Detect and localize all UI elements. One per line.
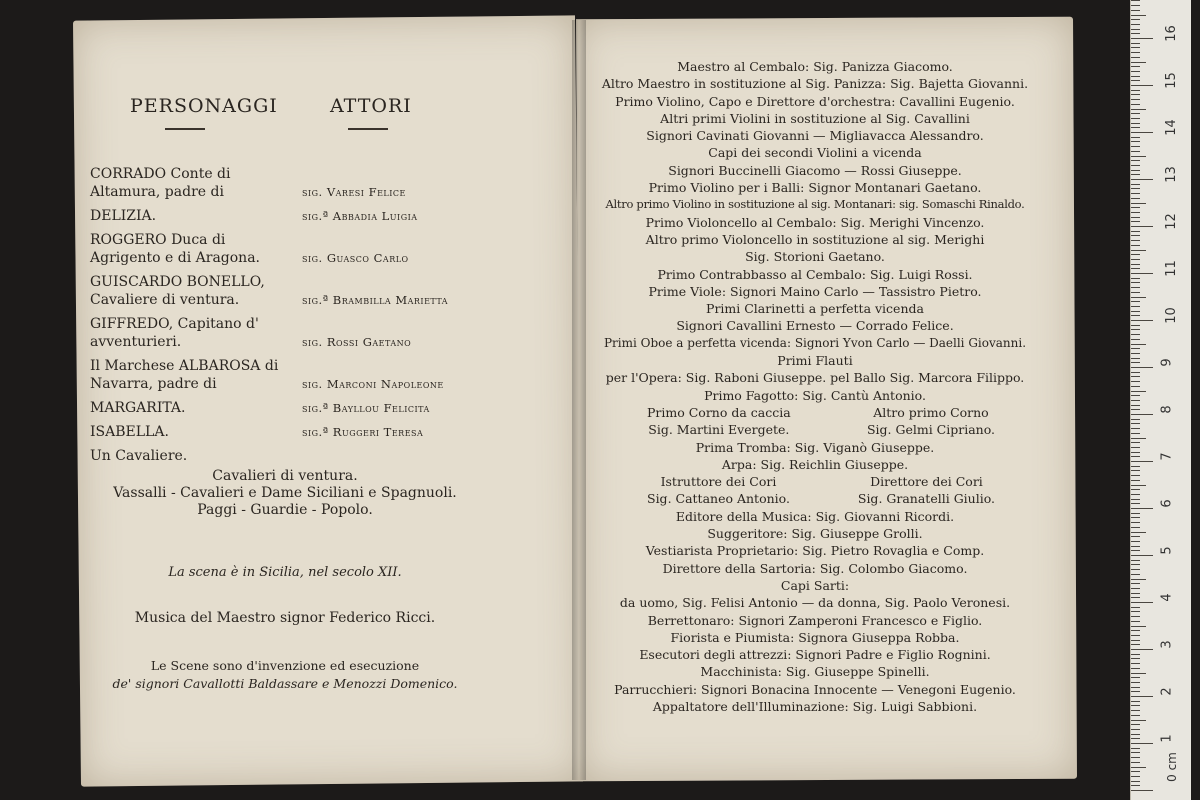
ruler-tick (1131, 677, 1140, 678)
ruler-tick (1131, 790, 1153, 791)
ruler-number: 2 (1159, 687, 1175, 696)
ruler-tick (1131, 691, 1140, 692)
ruler-tick (1131, 165, 1140, 166)
ruler-tick (1131, 433, 1140, 434)
cast-row (90, 165, 480, 201)
ruler-tick (1131, 325, 1140, 326)
ruler-tick (1131, 640, 1140, 641)
crew-line: Parrucchieri: Signori Bonacina Innocente — Venegoni Eugenio. (614, 681, 1016, 697)
ruler-tick (1131, 517, 1140, 518)
ruler-tick (1131, 19, 1140, 20)
crew-line: Prime Viole: Signori Maino Carlo — Tassistro Pietro. (648, 283, 982, 299)
crew-line: da uomo, Sig. Felisi Antonio — da donna, Sig. Paolo Veronesi. (619, 595, 1011, 611)
ruler-tick (1131, 480, 1140, 481)
scenery-credit (95, 657, 475, 693)
ruler-tick (1131, 329, 1140, 330)
ruler-tick (1131, 245, 1140, 246)
role-name: Il Marchese ALBAROSA di Navarra, padre di (90, 358, 279, 392)
ruler-tick (1131, 278, 1140, 279)
ruler-tick (1131, 372, 1140, 373)
ruler-tick (1131, 541, 1140, 542)
cori-person: Sig. Cattaneo Antonio. (647, 491, 790, 507)
ruler-tick (1131, 687, 1140, 688)
actor-name: sig.ª Ruggeri Teresa (302, 425, 424, 439)
crew-line: Berrettonaro: Signori Zamperoni Francesco e Figlio. (647, 612, 983, 628)
ruler-tick (1131, 423, 1140, 424)
ruler-tick (1131, 264, 1140, 265)
crew-line: Signori Cavallini Ernesto — Corrado Felice. (676, 318, 954, 334)
cast-row (90, 399, 480, 417)
crew-line: Macchinista: Sig. Giuseppe Spinelli. (700, 664, 930, 680)
crew-line: Vestiarista Proprietario: Sig. Pietro Rovaglia e Comp. (645, 543, 985, 559)
cast-row (90, 207, 480, 225)
crew-line: per l'Opera: Sig. Raboni Giuseppe. pel Ballo Sig. Marcora Filippo. (605, 370, 1025, 386)
cast-row (90, 231, 480, 267)
ruler-tick (1131, 5, 1140, 6)
ruler-number: 6 (1159, 499, 1175, 508)
crew-line: Primo Violino per i Balli: Signor Montanari Gaetano. (648, 180, 982, 196)
ruler-tick (1131, 71, 1140, 72)
ruler-tick (1131, 250, 1146, 251)
ruler-tick (1131, 546, 1140, 547)
ruler-tick (1131, 447, 1140, 448)
ruler-tick (1131, 649, 1153, 650)
heading-rule (348, 128, 388, 130)
ruler-tick (1131, 391, 1146, 392)
actor-name: sig.ª Brambilla Marietta (302, 293, 449, 307)
ruler-tick (1131, 705, 1140, 706)
ruler-number: 12 (1163, 213, 1179, 230)
ruler-tick (1131, 762, 1140, 763)
ruler-tick (1131, 696, 1153, 697)
chorus-line: Paggi - Guardie - Popolo. (197, 502, 373, 518)
ruler-tick (1131, 231, 1140, 232)
ruler-tick (1131, 297, 1146, 298)
cast-row (90, 423, 480, 441)
crew-line: Suggeritore: Sig. Giuseppe Grolli. (707, 526, 923, 542)
ruler-tick (1131, 188, 1140, 189)
ruler-unit: 0 cm (1164, 752, 1179, 782)
crew-line: Direttore della Sartoria: Sig. Colombo Giacomo. (662, 560, 968, 576)
ruler-tick (1131, 386, 1140, 387)
crew-line: Altro Maestro in sostituzione al Sig. Panizza: Sig. Bajetta Giovanni. (601, 76, 1029, 92)
ruler-tick (1131, 170, 1140, 171)
actor-name: sig.ª Abbadia Luigia (302, 209, 418, 223)
ruler-tick (1131, 442, 1140, 443)
ruler-tick (1131, 767, 1146, 768)
horn-title: Primo Corno da caccia (647, 404, 791, 420)
ruler-tick (1131, 217, 1140, 218)
ruler-tick (1131, 193, 1140, 194)
crew-line: Altro primo Violoncello in sostituzione al sig. Merighi (645, 231, 985, 247)
crew-line: Primi Flauti (777, 353, 853, 369)
ruler-number: 10 (1163, 307, 1179, 324)
heading-attori: ATTORI (330, 95, 412, 117)
ruler-tick (1131, 57, 1140, 58)
ruler-tick (1131, 475, 1140, 476)
ruler-tick (1131, 757, 1140, 758)
ruler-tick (1131, 334, 1140, 335)
crew-line: Primo Violoncello al Cembalo: Sig. Merighi Vincenzo. (645, 214, 985, 230)
crew-line: Editore della Musica: Sig. Giovanni Ricordi. (675, 508, 955, 524)
ruler-tick (1131, 160, 1140, 161)
ruler-tick (1131, 701, 1140, 702)
ruler-tick (1131, 579, 1146, 580)
ruler-tick (1131, 141, 1140, 142)
actor-name: sig. Marconi Napoleone (302, 377, 444, 391)
ruler-tick (1131, 376, 1140, 377)
ruler-tick (1131, 583, 1140, 584)
ruler-tick (1131, 574, 1140, 575)
ruler-tick (1131, 221, 1140, 222)
ruler-tick (1131, 602, 1153, 603)
ruler-tick (1131, 593, 1140, 594)
ruler-tick (1131, 564, 1140, 565)
ruler-tick (1131, 532, 1146, 533)
book-gutter (572, 20, 586, 780)
ruler-tick (1131, 588, 1140, 589)
ruler-tick (1131, 179, 1153, 180)
ruler-tick (1131, 80, 1140, 81)
ruler-tick (1131, 104, 1140, 105)
ruler-number: 16 (1163, 25, 1179, 42)
ruler-tick (1131, 734, 1140, 735)
ruler-tick (1131, 781, 1140, 782)
ruler-tick (1131, 438, 1146, 439)
role-name: CORRADO Conte di Altamura, padre di (90, 166, 231, 200)
ruler-tick (1131, 344, 1146, 345)
ruler-tick (1131, 555, 1153, 556)
ruler-tick (1131, 513, 1140, 514)
ruler-tick (1131, 527, 1140, 528)
ruler-tick (1131, 499, 1140, 500)
horn-player: Sig. Gelmi Cipriano. (866, 422, 995, 438)
ruler-tick (1131, 409, 1140, 410)
ruler-tick (1131, 358, 1140, 359)
ruler-tick (1131, 362, 1140, 363)
ruler-tick (1131, 113, 1140, 114)
ruler-tick (1131, 47, 1140, 48)
crew-line: Capi Sarti: (780, 577, 850, 593)
ruler-tick (1131, 470, 1140, 471)
heading-rule (165, 128, 205, 130)
cast-row (90, 357, 480, 393)
crew-line: Altro primo Violino in sostituzione al sig. Montanari: sig. Somaschi Rinaldo. (605, 197, 1025, 212)
ruler-tick (1131, 306, 1140, 307)
ruler-tick (1131, 550, 1140, 551)
ruler-tick (1131, 212, 1140, 213)
crew-line: Appaltatore dell'Illuminazione: Sig. Luigi Sabbioni. (652, 698, 978, 714)
ruler-tick (1131, 85, 1153, 86)
ruler-tick (1131, 597, 1140, 598)
ruler-tick (1131, 29, 1140, 30)
ruler-tick (1131, 287, 1140, 288)
crew-line: Signori Cavinati Giovanni — Migliavacca Alessandro. (646, 128, 984, 144)
ruler-number: 5 (1159, 546, 1175, 555)
cori-pair (595, 473, 1035, 508)
crew-line: Fiorista e Piumista: Signora Giuseppa Robba. (670, 629, 960, 645)
cast-row (90, 315, 480, 351)
scenery-line: Le Scene sono d'invenzione ed esecuzione (150, 658, 420, 673)
ruler-number: 3 (1159, 640, 1175, 649)
ruler-tick (1131, 339, 1140, 340)
ruler-tick (1131, 109, 1146, 110)
ruler-tick (1131, 569, 1140, 570)
ruler-tick (1131, 240, 1140, 241)
role-name: ISABELLA. (90, 424, 169, 440)
ruler-tick (1131, 729, 1140, 730)
ruler-tick (1131, 452, 1140, 453)
ruler-tick (1131, 207, 1140, 208)
ruler-tick (1131, 673, 1146, 674)
ruler-tick (1131, 43, 1140, 44)
ruler-tick (1131, 682, 1140, 683)
horn-title: Altro primo Corno (873, 404, 989, 420)
ruler-tick (1131, 118, 1140, 119)
ruler-tick (1131, 621, 1140, 622)
ruler-tick (1131, 776, 1140, 777)
ruler-tick (1131, 311, 1140, 312)
ruler-tick (1131, 738, 1140, 739)
ruler-tick (1131, 353, 1140, 354)
ruler-tick (1131, 367, 1153, 368)
ruler-tick (1131, 494, 1140, 495)
ruler-tick (1131, 315, 1140, 316)
role-name: Un Cavaliere. (90, 448, 188, 464)
role-name: ROGGERO Duca di Agrigento e di Aragona. (90, 232, 260, 266)
ruler-tick (1131, 99, 1140, 100)
ruler-tick (1131, 752, 1140, 753)
ruler-tick (1131, 400, 1140, 401)
cori-left (647, 473, 790, 508)
crew-line: Primi Clarinetti a perfetta vicenda (706, 301, 924, 317)
ruler-tick (1131, 748, 1140, 749)
ruler-tick (1131, 146, 1140, 147)
cori-title: Direttore dei Cori (870, 474, 983, 490)
ruler-tick (1131, 522, 1140, 523)
ruler-tick (1131, 456, 1140, 457)
ruler-tick (1131, 626, 1146, 627)
cast-row (90, 447, 480, 465)
crew-line: Prima Tromba: Sig. Viganò Giuseppe. (695, 439, 935, 455)
ruler-tick (1131, 720, 1146, 721)
cori-title: Istruttore dei Cori (660, 474, 777, 490)
chorus-list (95, 468, 475, 519)
ruler-tick (1131, 785, 1140, 786)
crew-line: Primi Oboe a perfetta vicenda: Signori Yvon Carlo — Daelli Giovanni. (603, 335, 1027, 350)
ruler-tick (1131, 94, 1140, 95)
ruler-tick (1131, 174, 1140, 175)
ruler-tick (1131, 635, 1140, 636)
role-name: GUISCARDO BONELLO, Cavaliere di ventura. (90, 274, 265, 308)
ruler-tick (1131, 151, 1140, 152)
ruler-tick (1131, 198, 1140, 199)
ruler-tick (1131, 428, 1140, 429)
ruler-tick (1131, 489, 1140, 490)
heading-personaggi: PERSONAGGI (130, 95, 278, 117)
ruler-tick (1131, 15, 1146, 16)
ruler-tick (1131, 52, 1140, 53)
ruler-tick (1131, 771, 1140, 772)
horn-pair (595, 404, 1035, 439)
ruler-tick (1131, 203, 1146, 204)
ruler-tick (1131, 132, 1153, 133)
ruler-tick (1131, 292, 1140, 293)
ruler-number: 4 (1159, 593, 1175, 602)
ruler-tick (1131, 33, 1140, 34)
actor-name: sig. Guasco Carlo (302, 251, 409, 265)
ruler-tick (1131, 259, 1140, 260)
horn-left (647, 404, 791, 439)
ruler-number: 13 (1163, 166, 1179, 183)
ruler-tick (1131, 630, 1140, 631)
ruler-tick (1131, 414, 1153, 415)
ruler-tick (1131, 184, 1140, 185)
ruler-tick (1131, 90, 1140, 91)
horn-right (867, 404, 995, 439)
chorus-line: Vassalli - Cavalieri e Dame Siciliani e Spagnuoli. (113, 485, 457, 501)
crew-line: Signori Buccinelli Giacomo — Rossi Giuseppe. (668, 162, 962, 178)
ruler-tick (1131, 536, 1140, 537)
ruler-tick (1131, 66, 1140, 67)
ruler-number: 14 (1163, 119, 1179, 136)
cast-row (90, 273, 480, 309)
ruler-tick (1131, 724, 1140, 725)
measurement-ruler (1130, 0, 1191, 800)
ruler-tick (1131, 24, 1140, 25)
crew-list (595, 58, 1035, 715)
ruler-tick (1131, 668, 1140, 669)
crew-line: Maestro al Cembalo: Sig. Panizza Giacomo. (677, 59, 953, 74)
ruler-tick (1131, 301, 1140, 302)
ruler-tick (1131, 268, 1140, 269)
ruler-tick (1131, 273, 1153, 274)
ruler-tick (1131, 644, 1140, 645)
ruler-tick (1131, 282, 1140, 283)
ruler-tick (1131, 607, 1140, 608)
ruler-number: 15 (1163, 72, 1179, 89)
ruler-tick (1131, 616, 1140, 617)
ruler-tick (1131, 461, 1153, 462)
crew-line: Sig. Storioni Gaetano. (745, 249, 885, 265)
ruler-tick (1131, 485, 1146, 486)
ruler-number: 11 (1163, 260, 1179, 277)
actor-name: sig. Varesi Felice (302, 185, 406, 199)
ruler-number: 1 (1159, 734, 1175, 743)
cast-list (90, 165, 480, 471)
ruler-tick (1131, 419, 1140, 420)
ruler-number: 7 (1159, 452, 1175, 461)
ruler-tick (1131, 663, 1140, 664)
scene-note: La scena è in Sicilia, nel secolo XII. (168, 565, 402, 580)
role-name: MARGARITA. (90, 400, 186, 416)
ruler-tick (1131, 62, 1146, 63)
ruler-number: 9 (1159, 358, 1175, 367)
ruler-tick (1131, 654, 1140, 655)
ruler-tick (1131, 560, 1140, 561)
role-name: GIFFREDO, Capitano d' avventurieri. (90, 316, 259, 350)
cori-person: Sig. Granatelli Giulio. (857, 491, 995, 507)
ruler-tick (1131, 611, 1140, 612)
ruler-tick (1131, 38, 1153, 39)
cori-right (858, 473, 995, 508)
ruler-tick (1131, 743, 1153, 744)
ruler-tick (1131, 123, 1140, 124)
actor-name: sig.ª Bayllou Felicita (302, 401, 430, 415)
ruler-tick (1131, 503, 1140, 504)
ruler-tick (1131, 235, 1140, 236)
crew-line: Primo Contrabbasso al Cembalo: Sig. Luigi Rossi. (657, 266, 973, 282)
ruler-tick (1131, 381, 1140, 382)
ruler-tick (1131, 405, 1140, 406)
crew-line: Esecutori degli attrezzi: Signori Padre e Figlio Rognini. (639, 647, 991, 663)
ruler-tick (1131, 226, 1153, 227)
ruler-number: 8 (1159, 405, 1175, 414)
ruler-tick (1131, 508, 1153, 509)
crew-line: Capi dei secondi Violini a vicenda (708, 145, 922, 161)
actor-name: sig. Rossi Gaetano (302, 335, 412, 349)
chorus-line: Cavalieri di ventura. (212, 468, 358, 484)
ruler-tick (1131, 0, 1140, 1)
music-note: Musica del Maestro signor Federico Ricci. (134, 610, 436, 626)
ruler-tick (1131, 466, 1140, 467)
ruler-tick (1131, 156, 1146, 157)
ruler-tick (1131, 348, 1140, 349)
ruler-tick (1131, 76, 1140, 77)
ruler-tick (1131, 254, 1140, 255)
ruler-tick (1131, 137, 1140, 138)
horn-player: Sig. Martini Evergete. (648, 422, 790, 438)
role-name: DELIZIA. (90, 208, 157, 224)
crew-line: Primo Fagotto: Sig. Cantù Antonio. (704, 387, 926, 403)
ruler-tick (1131, 10, 1140, 11)
ruler-tick (1131, 658, 1140, 659)
crew-line: Primo Violino, Capo e Direttore d'orchestra: Cavallini Eugenio. (615, 93, 1015, 109)
crew-line: Arpa: Sig. Reichlin Giuseppe. (721, 456, 909, 472)
ruler-tick (1131, 710, 1140, 711)
scenery-line: de' signori Cavallotti Baldassare e Menozzi Domenico. (112, 676, 458, 691)
ruler-tick (1131, 395, 1140, 396)
ruler-tick (1131, 127, 1140, 128)
ruler-tick (1131, 320, 1153, 321)
ruler-tick (1131, 715, 1140, 716)
crew-line: Altri primi Violini in sostituzione al Sig. Cavallini (660, 110, 970, 126)
